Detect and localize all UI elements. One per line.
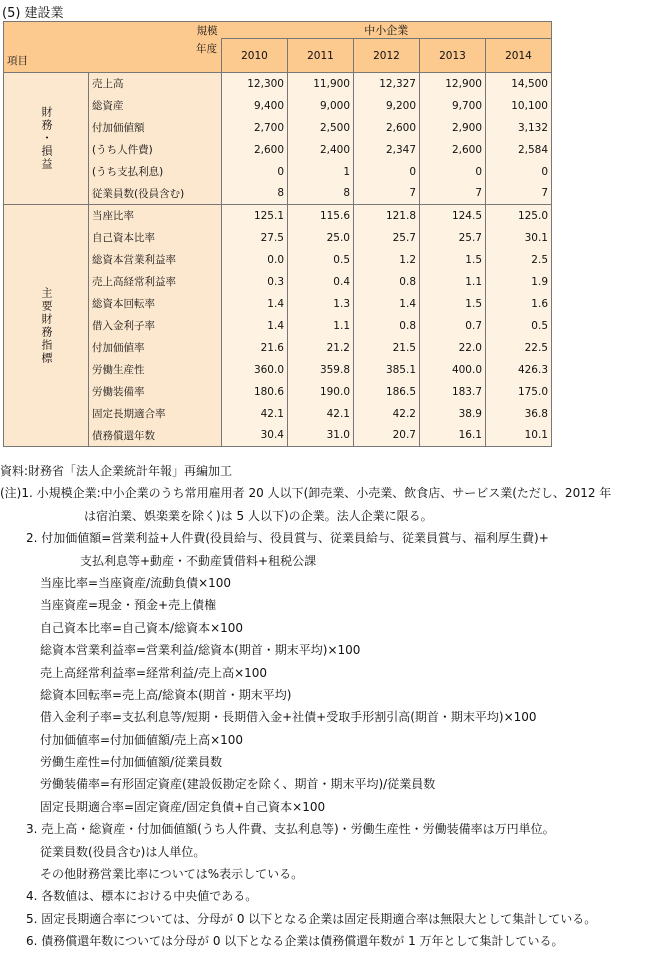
value-cell: 183.7: [420, 381, 486, 403]
value-cell: 21.2: [288, 337, 354, 359]
year-header: 2012: [354, 39, 420, 73]
note-line: 2. 付加価値額=営業利益+人件費(役員給与、役員賞与、従業員給与、従業員賞与、福利厚生費)+: [26, 531, 549, 546]
value-cell: 1.1: [288, 315, 354, 337]
value-cell: 2,900: [420, 117, 486, 139]
value-cell: 36.8: [486, 403, 552, 425]
value-cell: 186.5: [354, 381, 420, 403]
value-cell: 7: [486, 183, 552, 205]
year-header: 2013: [420, 39, 486, 73]
value-cell: 190.0: [288, 381, 354, 403]
row-label: 当座比率: [89, 205, 222, 227]
value-cell: 25.7: [354, 227, 420, 249]
value-cell: 3,132: [486, 117, 552, 139]
value-cell: 0.5: [486, 315, 552, 337]
corner-scale-label: 規模: [4, 22, 222, 39]
value-cell: 2,400: [288, 139, 354, 161]
value-cell: 9,700: [420, 95, 486, 117]
row-label: (うち支払利息): [89, 161, 222, 183]
row-label: 売上高経常利益率: [89, 271, 222, 293]
value-cell: 42.1: [222, 403, 288, 425]
value-cell: 0.5: [288, 249, 354, 271]
value-cell: 1.3: [288, 293, 354, 315]
note-line: は宿泊業、娯楽業を除く)は 5 人以下)の企業。法人企業に限る。: [84, 508, 433, 523]
section-heading: (5) 建設業: [2, 6, 64, 21]
note-line: 3. 売上高・総資産・付加価値額(うち人件費、支払利息等)・労働生産性・労働装備率は万円単位。: [26, 822, 555, 837]
value-cell: 25.0: [288, 227, 354, 249]
value-cell: 2,347: [354, 139, 420, 161]
note-line: 固定長期適合率=固定資産/固定負債+自己資本×100: [40, 799, 326, 814]
value-cell: 2.5: [486, 249, 552, 271]
table-row: [4, 205, 552, 227]
row-label: 労働装備率: [89, 381, 222, 403]
note-line: 労働生産性=付加価値額/従業員数: [40, 755, 223, 770]
value-cell: 7: [420, 183, 486, 205]
row-label: 固定長期適合率: [89, 403, 222, 425]
notes: [0, 460, 611, 953]
value-cell: 27.5: [222, 227, 288, 249]
value-cell: 42.2: [354, 403, 420, 425]
value-cell: 1.5: [420, 249, 486, 271]
note-line: 総資本営業利益率=営業利益/総資本(期首・期末平均)×100: [40, 643, 361, 658]
value-cell: 2,600: [420, 139, 486, 161]
note-line: 従業員数(役員含む)は人単位。: [40, 844, 206, 859]
row-label: (うち人件費): [89, 139, 222, 161]
note-line: 総資本回転率=売上高/総資本(期首・期末平均): [40, 687, 292, 702]
value-cell: 22.0: [420, 337, 486, 359]
value-cell: 125.1: [222, 205, 288, 227]
value-cell: 0.4: [288, 271, 354, 293]
value-cell: 0: [420, 161, 486, 183]
year-header: 2011: [288, 39, 354, 73]
value-cell: 11,900: [288, 73, 354, 95]
section-label: 財務・損益: [4, 73, 89, 205]
value-cell: 121.8: [354, 205, 420, 227]
note-line: 4. 各数値は、標本における中央値である。: [26, 889, 258, 904]
value-cell: 125.0: [486, 205, 552, 227]
value-cell: 426.3: [486, 359, 552, 381]
row-label: 付加価値額: [89, 117, 222, 139]
value-cell: 1.1: [420, 271, 486, 293]
note-line: その他財務営業比率については%表示している。: [40, 867, 304, 882]
note-line: 労働装備率=有形固定資産(建設仮勘定を除く、期首・期末平均)/従業員数: [40, 777, 436, 792]
value-cell: 0: [354, 161, 420, 183]
value-cell: 0.8: [354, 271, 420, 293]
value-cell: 30.1: [486, 227, 552, 249]
value-cell: 12,327: [354, 73, 420, 95]
row-label: 自己資本比率: [89, 227, 222, 249]
row-label: 総資本回転率: [89, 293, 222, 315]
note-line: 売上高経常利益率=経常利益/売上高×100: [40, 665, 268, 680]
value-cell: 9,000: [288, 95, 354, 117]
value-cell: 0.7: [420, 315, 486, 337]
row-label: 借入金利子率: [89, 315, 222, 337]
value-cell: 25.7: [420, 227, 486, 249]
value-cell: 0: [486, 161, 552, 183]
source-line: 資料:財務省「法人企業統計年報」再編加工: [0, 464, 233, 478]
value-cell: 10.1: [486, 425, 552, 447]
table-row: [4, 73, 552, 95]
note-line: 付加価値率=付加価値額/売上高×100: [40, 732, 244, 747]
value-cell: 2,600: [354, 117, 420, 139]
note-line: 借入金利子率=支払利息等/短期・長期借入金+社債+受取手形割引高(期首・期末平均)×100: [40, 710, 537, 725]
value-cell: 8: [222, 183, 288, 205]
corner-cell: [4, 39, 222, 73]
value-cell: 21.6: [222, 337, 288, 359]
value-cell: 1: [288, 161, 354, 183]
row-label: 売上高: [89, 73, 222, 95]
value-cell: 385.1: [354, 359, 420, 381]
value-cell: 16.1: [420, 425, 486, 447]
value-cell: 1.2: [354, 249, 420, 271]
corner-year-label: 年度: [196, 42, 217, 55]
value-cell: 2,500: [288, 117, 354, 139]
row-label: 付加価値率: [89, 337, 222, 359]
value-cell: 0: [222, 161, 288, 183]
value-cell: 2,584: [486, 139, 552, 161]
value-cell: 1.4: [354, 293, 420, 315]
value-cell: 14,500: [486, 73, 552, 95]
value-cell: 22.5: [486, 337, 552, 359]
group-header: 中小企業: [222, 22, 552, 39]
value-cell: 9,400: [222, 95, 288, 117]
value-cell: 21.5: [354, 337, 420, 359]
value-cell: 0.0: [222, 249, 288, 271]
value-cell: 180.6: [222, 381, 288, 403]
value-cell: 20.7: [354, 425, 420, 447]
value-cell: 8: [288, 183, 354, 205]
financial-table: [3, 21, 552, 447]
value-cell: 2,600: [222, 139, 288, 161]
year-header: 2010: [222, 39, 288, 73]
value-cell: 2,700: [222, 117, 288, 139]
value-cell: 10,100: [486, 95, 552, 117]
value-cell: 7: [354, 183, 420, 205]
value-cell: 31.0: [288, 425, 354, 447]
value-cell: 400.0: [420, 359, 486, 381]
section-label: 主要財務指標: [4, 205, 89, 447]
value-cell: 1.4: [222, 293, 288, 315]
value-cell: 175.0: [486, 381, 552, 403]
value-cell: 38.9: [420, 403, 486, 425]
note-line: 当座比率=当座資産/流動負債×100: [40, 575, 232, 590]
row-label: 従業員数(役員含む): [89, 183, 222, 205]
value-cell: 1.4: [222, 315, 288, 337]
corner-item-label: 項目: [7, 54, 28, 67]
value-cell: 360.0: [222, 359, 288, 381]
row-label: 総資本営業利益率: [89, 249, 222, 271]
note-line: 6. 債務償還年数については分母が 0 以下となる企業は債務償還年数が 1 万年として集計している。: [26, 934, 564, 949]
value-cell: 124.5: [420, 205, 486, 227]
value-cell: 1.9: [486, 271, 552, 293]
value-cell: 30.4: [222, 425, 288, 447]
row-label: 債務償還年数: [89, 425, 222, 447]
value-cell: 42.1: [288, 403, 354, 425]
note-line: 5. 固定長期適合率については、分母が 0 以下となる企業は固定長期適合率は無限大として集計している。: [26, 911, 597, 926]
row-label: 労働生産性: [89, 359, 222, 381]
value-cell: 115.6: [288, 205, 354, 227]
note-line: 支払利息等+動産・不動産賃借料+租税公課: [80, 553, 317, 568]
value-cell: 0.8: [354, 315, 420, 337]
value-cell: 0.3: [222, 271, 288, 293]
value-cell: 9,200: [354, 95, 420, 117]
year-header: 2014: [486, 39, 552, 73]
value-cell: 359.8: [288, 359, 354, 381]
note-line: 当座資産=現金・預金+売上債権: [40, 598, 217, 613]
value-cell: 1.6: [486, 293, 552, 315]
note-line: (注)1. 小規模企業:中小企業のうち常用雇用者 20 人以下(卸売業、小売業、飲食店、サービス業(ただし、2012 年: [0, 486, 612, 501]
value-cell: 12,300: [222, 73, 288, 95]
row-label: 総資産: [89, 95, 222, 117]
note-line: 自己資本比率=自己資本/総資本×100: [40, 620, 244, 635]
value-cell: 12,900: [420, 73, 486, 95]
value-cell: 1.5: [420, 293, 486, 315]
